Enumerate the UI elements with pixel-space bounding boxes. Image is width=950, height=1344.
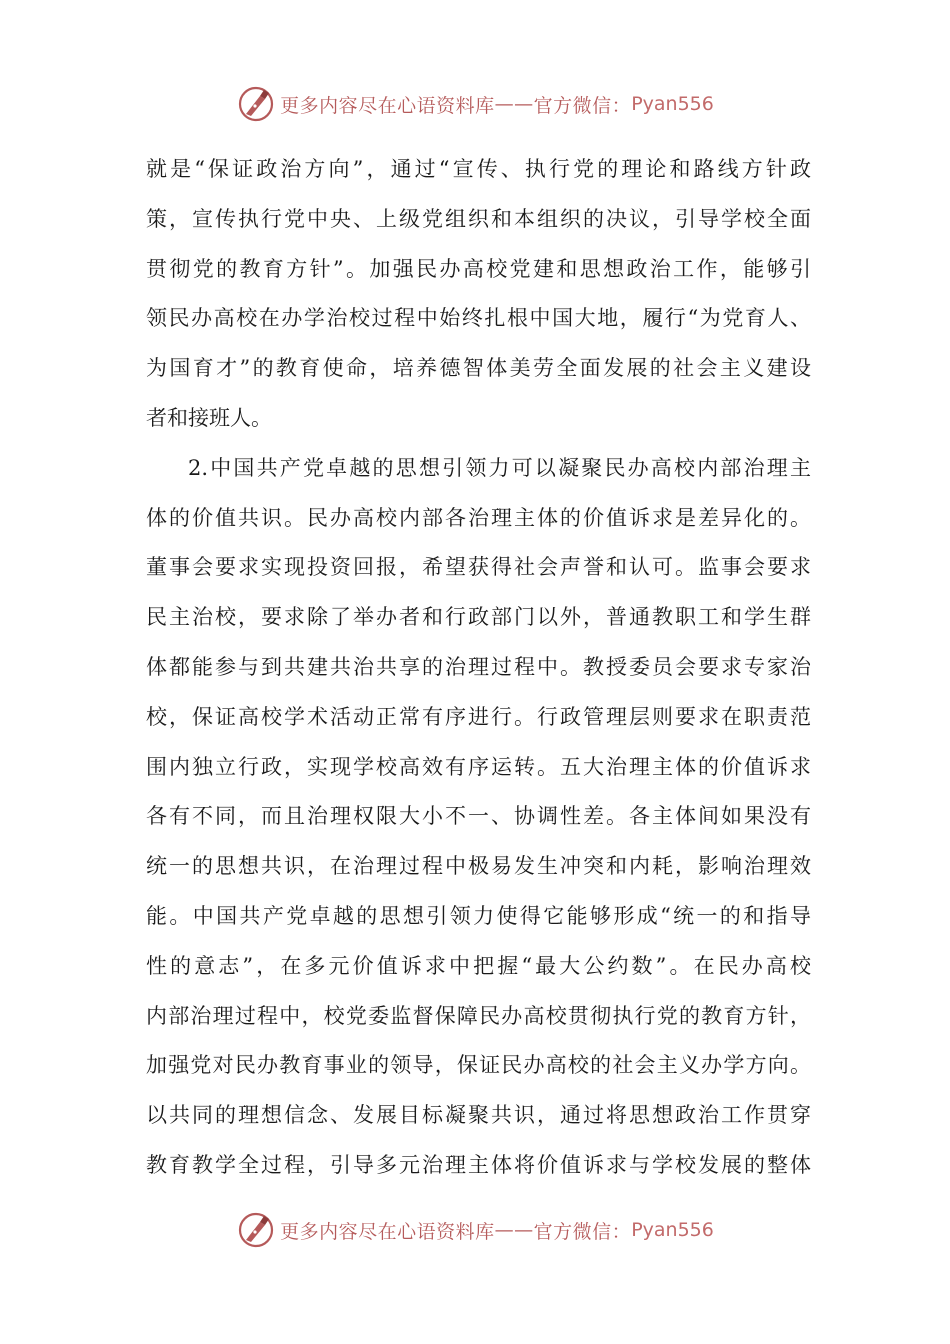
text-line: 性的意志”，在多元价值诉求中把握“最大公约数”。在民办高校 (146, 953, 811, 978)
watermark-wechat-id: Pyan556 (631, 1219, 714, 1241)
text-line: 领民办高校在办学治校过程中始终扎根中国大地，履行“为党育人、 (146, 306, 811, 331)
paragraph-start-line: 2.中国共产党卓越的思想引领力可以凝聚民办高校内部治理主 (188, 455, 811, 480)
text-line: 教育教学全过程，引导多元治理主体将价值诉求与学校发展的整体 (146, 1152, 811, 1177)
text-line: 校，保证高校学术活动正常有序进行。行政管理层则要求在职责范 (146, 704, 811, 729)
watermark-separator: —— (494, 93, 534, 115)
text-line: 董事会要求实现投资回报，希望获得社会声誉和认可。监事会要求 (146, 555, 811, 580)
watermark-wechat-label: 官方微信： (533, 1220, 632, 1243)
text-line: 加强党对民办教育事业的领导，保证民办高校的社会主义办学方向。 (146, 1053, 811, 1078)
text-line: 内部治理过程中，校党委监督保障民办高校贯彻执行党的教育方针， (146, 1003, 811, 1028)
text-line: 统一的思想共识，在治理过程中极易发生冲突和内耗，影响治理效 (146, 854, 811, 879)
watermark-main-text: 更多内容尽在心语资料库 (280, 1220, 495, 1243)
text-line: 以共同的理想信念、发展目标凝聚共识，通过将思想政治工作贯穿 (146, 1103, 811, 1128)
text-line: 能。中国共产党卓越的思想引领力使得它能够形成“统一的和指导 (146, 903, 811, 928)
watermark-wechat-id: Pyan556 (631, 93, 714, 115)
text-line: 策，宣传执行党中央、上级党组织和本组织的决议，引导学校全面 (146, 206, 811, 231)
document-body (146, 145, 811, 1191)
text-line: 体的价值共识。民办高校内部各治理主体的价值诉求是差异化的。 (146, 505, 811, 530)
text-line: 贯彻党的教育方针”。加强民办高校党建和思想政治工作，能够引 (146, 256, 811, 281)
watermark-main-text: 更多内容尽在心语资料库 (280, 94, 495, 117)
watermark-separator: —— (494, 1219, 534, 1241)
text-line: 为国育才”的教育使命，培养德智体美劳全面发展的社会主义建设 (146, 356, 811, 381)
header-watermark (0, 82, 950, 126)
text-line: 民主治校，要求除了举办者和行政部门以外，普通教职工和学生群 (146, 605, 811, 630)
watermark-wechat-label: 官方微信： (533, 94, 632, 117)
footer-watermark (0, 1208, 950, 1252)
pen-nib-icon (236, 84, 276, 124)
text-line: 体都能参与到共建共治共享的治理过程中。教授委员会要求专家治 (146, 654, 811, 679)
pen-nib-icon (236, 1210, 276, 1250)
text-line: 者和接班人。 (146, 405, 272, 430)
text-line: 围内独立行政，实现学校高效有序运转。五大治理主体的价值诉求 (146, 754, 811, 779)
text-line: 就是“保证政治方向”，通过“宣传、执行党的理论和路线方针政 (146, 157, 811, 181)
text-line: 各有不同，而且治理权限大小不一、协调性差。各主体间如果没有 (146, 804, 811, 829)
